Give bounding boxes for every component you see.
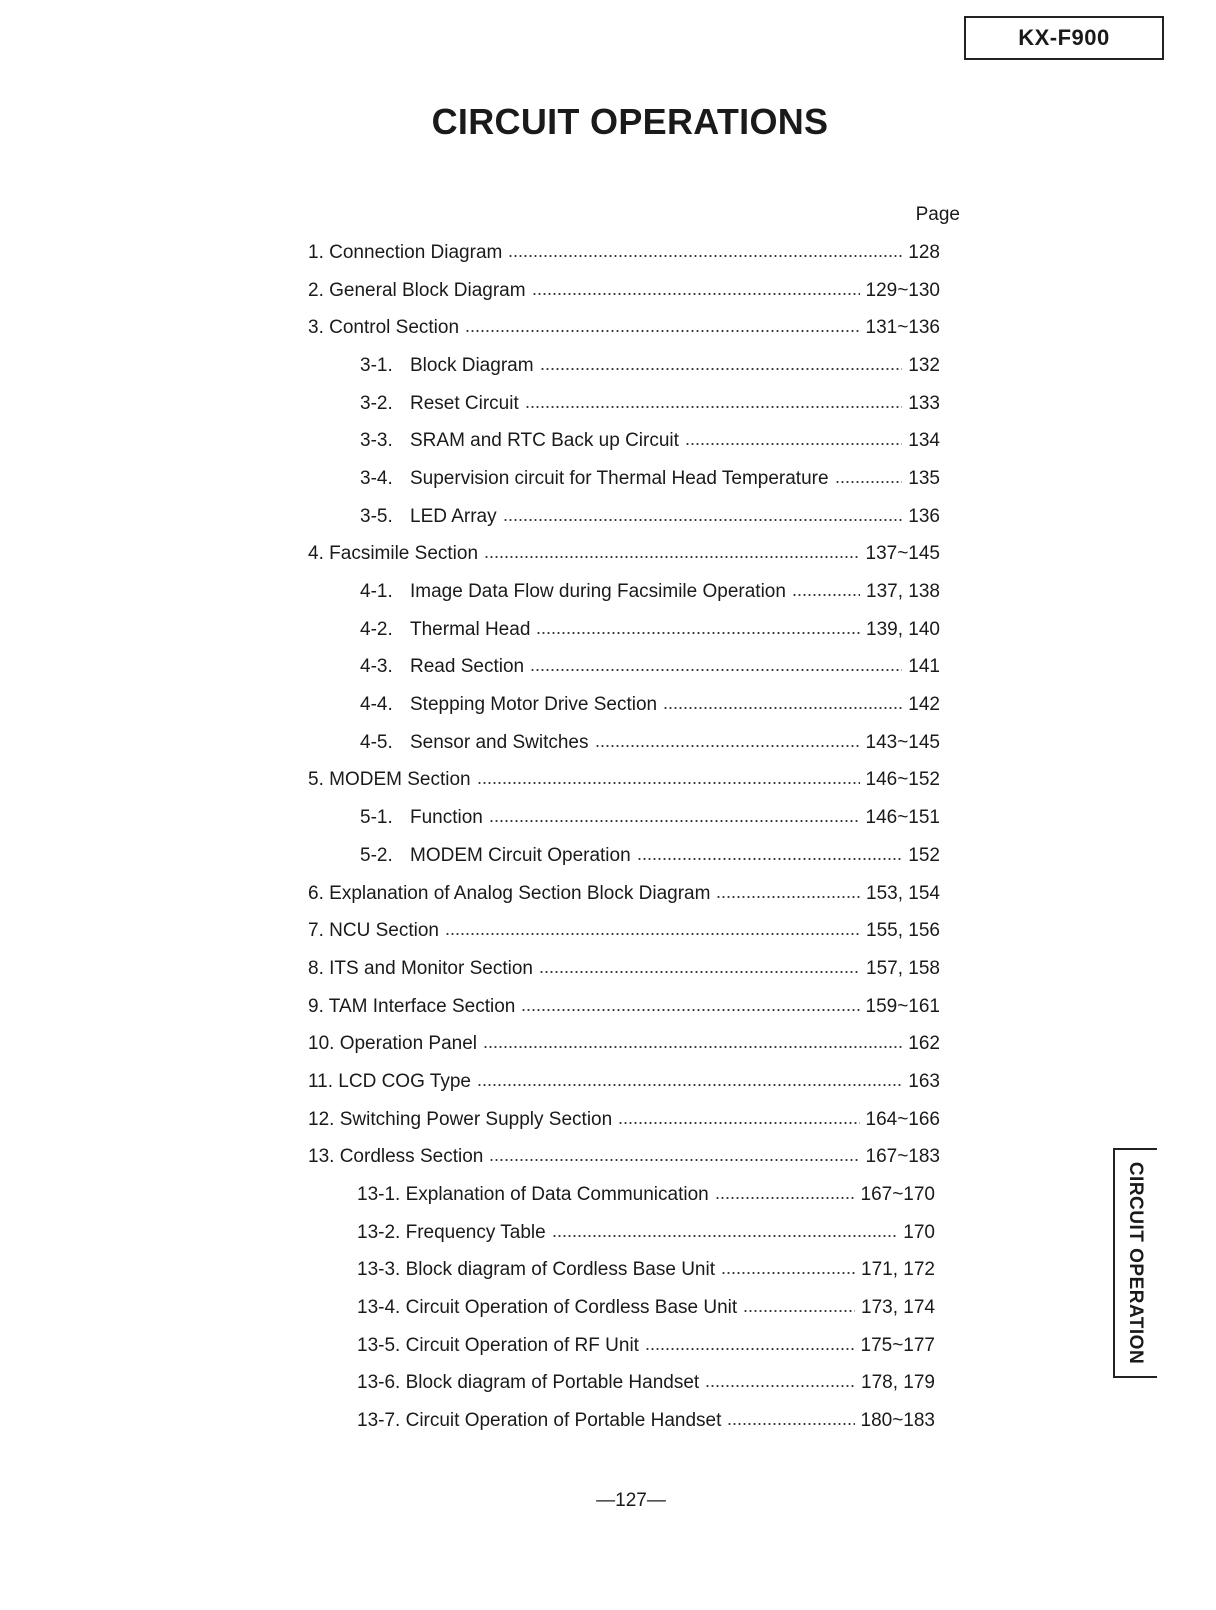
dot-leader <box>445 933 860 935</box>
toc-entry-number: 6. <box>308 882 324 904</box>
model-number-box <box>964 16 1164 60</box>
toc-entry-page: 128 <box>908 241 940 263</box>
toc-entry-page: 137~145 <box>865 543 940 565</box>
toc-entry-label: Stepping Motor Drive Section <box>410 694 658 716</box>
toc-entry-title <box>308 317 459 339</box>
toc-entry <box>0 611 940 649</box>
toc-entry-title <box>308 996 515 1018</box>
dot-leader <box>552 1235 898 1237</box>
toc-entry-title <box>357 1335 639 1357</box>
toc-entry-title <box>357 1184 709 1206</box>
toc-entry-page: 159~161 <box>865 995 940 1017</box>
toc-entry-label: LED Array <box>410 505 497 527</box>
toc-entry <box>0 573 940 611</box>
toc-entry-label: Operation Panel <box>339 1033 478 1055</box>
page-number: —127— <box>596 1490 666 1511</box>
toc-entry-title <box>360 468 829 490</box>
dot-leader <box>743 1310 855 1312</box>
toc-entry <box>0 1139 940 1177</box>
toc-entry-number: 3-1. <box>360 354 393 376</box>
toc-entry <box>0 1289 935 1327</box>
toc-entry-label: TAM Interface Section <box>328 995 516 1017</box>
toc-entry <box>0 912 940 950</box>
dot-leader <box>721 1272 855 1274</box>
toc-entry-title <box>360 694 657 716</box>
toc-entry-page: 153, 154 <box>866 882 940 904</box>
toc-entry-label: Explanation of Data Communication <box>405 1184 709 1206</box>
toc-entry <box>0 1176 935 1214</box>
toc-entry-number: 3-2. <box>360 392 393 414</box>
dot-leader <box>530 669 902 671</box>
side-tab-label: CIRCUIT OPERATION <box>1125 1161 1146 1365</box>
toc-entry-number: 13. <box>308 1146 335 1168</box>
toc-entry-number: 13-5. <box>357 1334 401 1356</box>
toc-entry <box>0 762 940 800</box>
dot-leader <box>532 293 860 295</box>
toc-entry-title <box>357 1372 699 1394</box>
dot-leader <box>618 1122 859 1124</box>
toc-entry-number: 13-6. <box>357 1372 401 1394</box>
toc-entry-page: 131~136 <box>865 317 940 339</box>
toc-entry-title <box>308 242 502 264</box>
page-column-label: Page <box>915 204 960 225</box>
toc-entry <box>0 1252 935 1290</box>
toc-entry-label: NCU Section <box>329 920 439 942</box>
toc-entry-title <box>308 543 478 565</box>
toc-entry-label: Reset Circuit <box>410 392 519 414</box>
toc-entry-label: Circuit Operation of Portable Handset <box>405 1410 722 1432</box>
dot-leader <box>536 632 860 634</box>
toc-entry-label: LCD COG Type <box>338 1070 471 1092</box>
toc-entry-title <box>360 656 524 678</box>
toc-entry <box>0 724 940 762</box>
toc-entry-page: 171, 172 <box>861 1259 935 1281</box>
toc-entry-number: 5-1. <box>360 807 393 829</box>
toc-entry-label: Connection Diagram <box>329 241 503 263</box>
toc-entry-label: Sensor and Switches <box>410 731 589 753</box>
toc-entry-label: Switching Power Supply Section <box>339 1108 613 1130</box>
toc-entry-label: Block Diagram <box>410 354 534 376</box>
toc-entry-page: 180~183 <box>860 1410 935 1432</box>
toc-entry-number: 4. <box>308 543 324 565</box>
dot-leader <box>477 1084 902 1086</box>
dot-leader <box>663 707 902 709</box>
toc-entry-label: ITS and Monitor Section <box>329 957 533 979</box>
dot-leader <box>477 782 860 784</box>
toc-entry-label: Cordless Section <box>339 1146 484 1168</box>
toc-entry-number: 13-2. <box>357 1221 401 1243</box>
toc-entry-page: 162 <box>908 1033 940 1055</box>
toc-entry-title <box>360 355 534 377</box>
toc-entry-label: Read Section <box>410 656 525 678</box>
toc-entry-number: 13-1. <box>357 1184 401 1206</box>
toc-entry-title <box>360 430 679 452</box>
toc-entry-title <box>357 1410 721 1432</box>
toc-entry-number: 13-4. <box>357 1297 401 1319</box>
toc-entry-title <box>360 807 483 829</box>
toc-entry-title <box>308 1033 477 1055</box>
toc-entry-page: 164~166 <box>865 1108 940 1130</box>
dot-leader <box>521 1009 859 1011</box>
toc-entry-page: 129~130 <box>865 279 940 301</box>
toc-entry <box>0 1365 935 1403</box>
toc-entry <box>0 460 940 498</box>
toc-entry-number: 11. <box>308 1070 334 1092</box>
toc-entry-number: 3-5. <box>360 505 393 527</box>
toc-entry-page: 139, 140 <box>866 618 940 640</box>
toc-entry-number: 2. <box>308 279 324 301</box>
toc-entry-number: 9. <box>308 995 324 1017</box>
dot-leader <box>503 519 903 521</box>
toc-entry <box>0 950 940 988</box>
toc-entry-page: 137, 138 <box>866 581 940 603</box>
dot-leader <box>465 330 859 332</box>
toc-entry <box>0 1402 935 1440</box>
toc-entry-number: 8. <box>308 957 324 979</box>
toc-entry-page: 134 <box>908 430 940 452</box>
toc-entry-title <box>360 393 519 415</box>
toc-entry-page: 173, 174 <box>861 1297 935 1319</box>
page-title: CIRCUIT OPERATIONS <box>431 101 829 142</box>
toc-entry <box>0 272 940 310</box>
toc-entry-number: 3-4. <box>360 467 393 489</box>
table-of-contents <box>0 234 1216 1440</box>
dot-leader <box>508 255 902 257</box>
dot-leader <box>539 971 860 973</box>
toc-entry-page: 146~152 <box>865 769 940 791</box>
dot-leader <box>540 368 903 370</box>
toc-entry <box>0 988 940 1026</box>
toc-entry-page: 175~177 <box>860 1334 935 1356</box>
toc-entry-number: 4-2. <box>360 618 393 640</box>
toc-entry <box>0 1063 940 1101</box>
dot-leader <box>727 1423 854 1425</box>
toc-entry-label: MODEM Section <box>329 769 471 791</box>
toc-entry <box>0 1025 940 1063</box>
toc-entry-number: 3-3. <box>360 430 393 452</box>
toc-entry <box>0 347 940 385</box>
toc-entry-label: Function <box>410 807 483 829</box>
dot-leader <box>489 820 860 822</box>
toc-entry <box>0 686 940 724</box>
toc-entry <box>0 422 940 460</box>
toc-entry-number: 12. <box>308 1108 335 1130</box>
toc-entry-number: 5. <box>308 769 324 791</box>
toc-entry-page: 135 <box>908 467 940 489</box>
toc-entry-page: 142 <box>908 694 940 716</box>
toc-entry-title <box>360 506 497 528</box>
toc-entry-title <box>308 769 471 791</box>
toc-entry-page: 152 <box>908 844 940 866</box>
toc-entry-title <box>308 883 710 905</box>
toc-entry-label: Block diagram of Cordless Base Unit <box>405 1259 716 1281</box>
toc-entry-number: 1. <box>308 241 324 263</box>
dot-leader <box>716 896 860 898</box>
toc-entry-page: 155, 156 <box>866 920 940 942</box>
toc-entry-title <box>308 958 533 980</box>
toc-entry-number: 4-5. <box>360 731 393 753</box>
toc-entry-label: General Block Diagram <box>329 279 526 301</box>
dot-leader <box>525 406 903 408</box>
toc-entry <box>0 385 940 423</box>
toc-entry-title <box>308 920 439 942</box>
toc-entry-page: 141 <box>908 656 940 678</box>
toc-entry-title <box>360 732 589 754</box>
toc-entry-number: 4-3. <box>360 656 393 678</box>
dot-leader <box>835 481 903 483</box>
dot-leader <box>792 594 860 596</box>
toc-entry <box>0 799 940 837</box>
toc-entry-title <box>308 1071 471 1093</box>
toc-entry-number: 4-1. <box>360 581 393 603</box>
toc-entry <box>0 309 940 347</box>
toc-entry-title <box>308 1109 612 1131</box>
dot-leader <box>715 1197 855 1199</box>
toc-entry <box>0 1327 935 1365</box>
toc-entry-label: Facsimile Section <box>329 543 479 565</box>
toc-entry-label: Block diagram of Portable Handset <box>405 1372 700 1394</box>
dot-leader <box>595 745 860 747</box>
toc-entry-title <box>357 1259 715 1281</box>
toc-entry-title <box>360 581 786 603</box>
toc-entry <box>0 234 940 272</box>
toc-entry-label: Control Section <box>329 317 460 339</box>
toc-entry-label: Thermal Head <box>410 618 531 640</box>
toc-entry-label: Frequency Table <box>405 1221 546 1243</box>
toc-entry-number: 10. <box>308 1033 335 1055</box>
toc-entry-title <box>308 280 526 302</box>
toc-entry-page: 163 <box>908 1070 940 1092</box>
toc-entry-page: 167~183 <box>865 1146 940 1168</box>
dot-leader <box>483 1046 902 1048</box>
toc-entry-title <box>357 1222 546 1244</box>
dot-leader <box>705 1385 855 1387</box>
toc-entry-page: 143~145 <box>865 731 940 753</box>
toc-entry <box>0 649 940 687</box>
toc-entry-page: 133 <box>908 392 940 414</box>
toc-entry-title <box>360 845 631 867</box>
toc-entry-label: Circuit Operation of Cordless Base Unit <box>405 1297 738 1319</box>
toc-entry-label: Supervision circuit for Thermal Head Temperature <box>410 467 829 489</box>
toc-entry-number: 7. <box>308 920 324 942</box>
toc-entry-label: MODEM Circuit Operation <box>410 844 631 866</box>
toc-entry-number: 13-7. <box>357 1410 401 1432</box>
toc-entry-number: 3. <box>308 317 324 339</box>
dot-leader <box>645 1348 855 1350</box>
toc-entry-label: Image Data Flow during Facsimile Operation <box>410 581 786 603</box>
toc-entry-page: 167~170 <box>860 1184 935 1206</box>
toc-entry-page: 170 <box>903 1221 935 1243</box>
toc-entry <box>0 1214 935 1252</box>
toc-entry-page: 136 <box>908 505 940 527</box>
toc-entry-title <box>357 1297 737 1319</box>
toc-entry <box>0 1101 940 1139</box>
toc-entry-label: Circuit Operation of RF Unit <box>405 1334 639 1356</box>
toc-entry-page: 132 <box>908 354 940 376</box>
dot-leader <box>484 556 859 558</box>
toc-entry-label: Explanation of Analog Section Block Diagram <box>329 882 711 904</box>
toc-entry-page: 146~151 <box>865 807 940 829</box>
toc-entry-number: 5-2. <box>360 844 393 866</box>
toc-entry-title <box>308 1146 483 1168</box>
toc-entry-label: SRAM and RTC Back up Circuit <box>410 430 679 452</box>
toc-entry <box>0 875 940 913</box>
toc-entry <box>0 536 940 574</box>
toc-entry <box>0 498 940 536</box>
dot-leader <box>685 443 902 445</box>
toc-entry-title <box>360 619 530 641</box>
toc-entry-number: 13-3. <box>357 1259 401 1281</box>
toc-entry-page: 157, 158 <box>866 957 940 979</box>
toc-entry-number: 4-4. <box>360 694 393 716</box>
toc-entry-page: 178, 179 <box>861 1372 935 1394</box>
model-number: KX-F900 <box>1018 25 1110 50</box>
dot-leader <box>489 1159 859 1161</box>
dot-leader <box>637 858 903 860</box>
toc-entry <box>0 837 940 875</box>
